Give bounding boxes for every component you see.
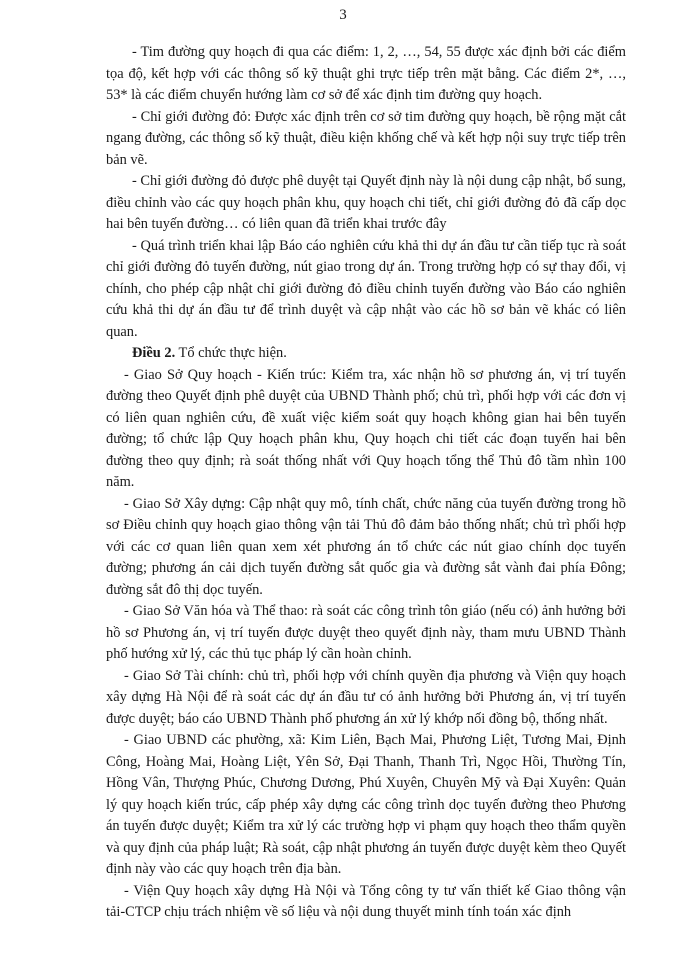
paragraph-approved-boundary: - Chỉ giới đường đỏ được phê duyệt tại Quyết định này là nội dung cập nhật, bổ sung, điều chỉnh vào các quy hoạch phân khu, quy hoạch chi tiết, chỉ giới đường đỏ đã cấp dọc hai bên tuyến đường… có liên quan đã triển khai trước đây — [106, 173, 626, 232]
paragraph-route-centerline: - Tim đường quy hoạch đi qua các điểm: 1, 2, …, 54, 55 được xác định bởi các điểm tọa độ, kết hợp với các thông số kỹ thuật ghi trực tiếp trên mặt bằng. Các điểm 2*, …, 53* là các điểm chuyển hướng làm cơ sở để xác định tim đường quy hoạch. — [106, 44, 626, 103]
list-item-construction-dept: - Giao Sở Xây dựng: Cập nhật quy mô, tính chất, chức năng của tuyến đường trong hồ sơ Điều chỉnh quy hoạch giao thông vận tải Thủ đô đảm bảo thống nhất; chủ trì phối hợp với các cơ quan liên quan xem xét phương án tổ chức các nút giao chính dọc tuyến đường; phương án cải dịch tuyến đường sắt quốc gia và đường sắt vành đai phía Đông; đường sắt đô thị dọc tuyến. — [106, 495, 626, 598]
article-label: Điều 2. — [132, 345, 176, 361]
paragraph-feasibility-study: - Quá trình triển khai lập Báo cáo nghiên cứu khả thi dự án đầu tư cần tiếp tục rà soát chỉ giới đường đỏ tuyến đường, nút giao trong dự án. Trong trường hợp có sự thay đổi, vị chính, cho phép cập nhật chỉ giới đường đỏ điều chỉnh tuyến đường vào Báo cáo nghiên cứu khả thi dự án đầu tư để trình duyệt và cập nhật vào các hồ sơ bản vẽ khác có liên quan. — [106, 237, 626, 340]
list-item-finance-dept: - Giao Sở Tài chính: chủ trì, phối hợp với chính quyền địa phương và Viện quy hoạch xây dựng Hà Nội để rà soát các dự án đầu tư có ảnh hưởng bởi Phương án, vị trí tuyến được duyệt; báo cáo UBND Thành phố phương án xử lý khớp nối đồng bộ, thống nhất. — [106, 667, 626, 727]
paragraph-red-boundary: - Chỉ giới đường đỏ: Được xác định trên cơ sở tim đường quy hoạch, bề rộng mặt cắt ngang đường, các thông số kỹ thuật, điều kiện khống chế và kết hợp nội suy trực tiếp trên bản vẽ. — [106, 108, 626, 168]
document-body — [106, 42, 626, 924]
list-item-planning-institute: - Viện Quy hoạch xây dựng Hà Nội và Tổng công ty tư vấn thiết kế Giao thông vận tải-CTCP chịu trách nhiệm về số liệu và nội dung thuyết minh tính toán xác định — [106, 882, 626, 920]
list-item-ward-committees: - Giao UBND các phường, xã: Kim Liên, Bạch Mai, Phương Liệt, Tương Mai, Định Công, Hoàng Mai, Hoàng Liệt, Yên Sở, Đại Thanh, Thanh Trì, Ngọc Hồi, Thường Tín, Hồng Vân, Thượng Phúc, Chương Dương, Phú Xuyên, Chuyên Mỹ và Đại Xuyên: Quản lý quy hoạch kiến trúc, cấp phép xây dựng các công trình dọc tuyến đường theo Phương án tuyến được duyệt; Kiểm tra xử lý các trường hợp vi phạm quy hoạch theo thẩm quyền và quy định của pháp luật; Rà soát, cập nhật phương án tuyến được duyệt kèm theo Quyết định này vào các quy hoạch trên địa bàn. — [106, 732, 626, 877]
list-item-planning-dept: - Giao Sở Quy hoạch - Kiến trúc: Kiểm tra, xác nhận hồ sơ phương án, vị trí tuyến đường theo Quyết định phê duyệt của UBND Thành phố; chủ trì, phối hợp với các đơn vị có liên quan nghiên cứu, đề xuất việc kiểm soát quy hoạch không gian hai bên tuyến đường; tổ chức lập Quy hoạch phân khu, Quy hoạch chi tiết các đoạn tuyến hai bên đường theo quy định; rà soát thống nhất với Quy hoạch tổng thể Thủ đô tầm nhìn 100 năm. — [106, 366, 626, 490]
page-number: 3 — [339, 7, 347, 23]
article-heading — [106, 343, 626, 365]
list-item-culture-dept: - Giao Sở Văn hóa và Thể thao: rà soát các công trình tôn giáo (nếu có) ảnh hưởng bởi hồ sơ Phương án, vị trí tuyến được duyệt theo quyết định này, tham mưu UBND Thành phố hướng xử lý, các thủ tục pháp lý cần hoàn chỉnh. — [106, 603, 626, 662]
article-title: Tổ chức thực hiện. — [175, 345, 287, 361]
